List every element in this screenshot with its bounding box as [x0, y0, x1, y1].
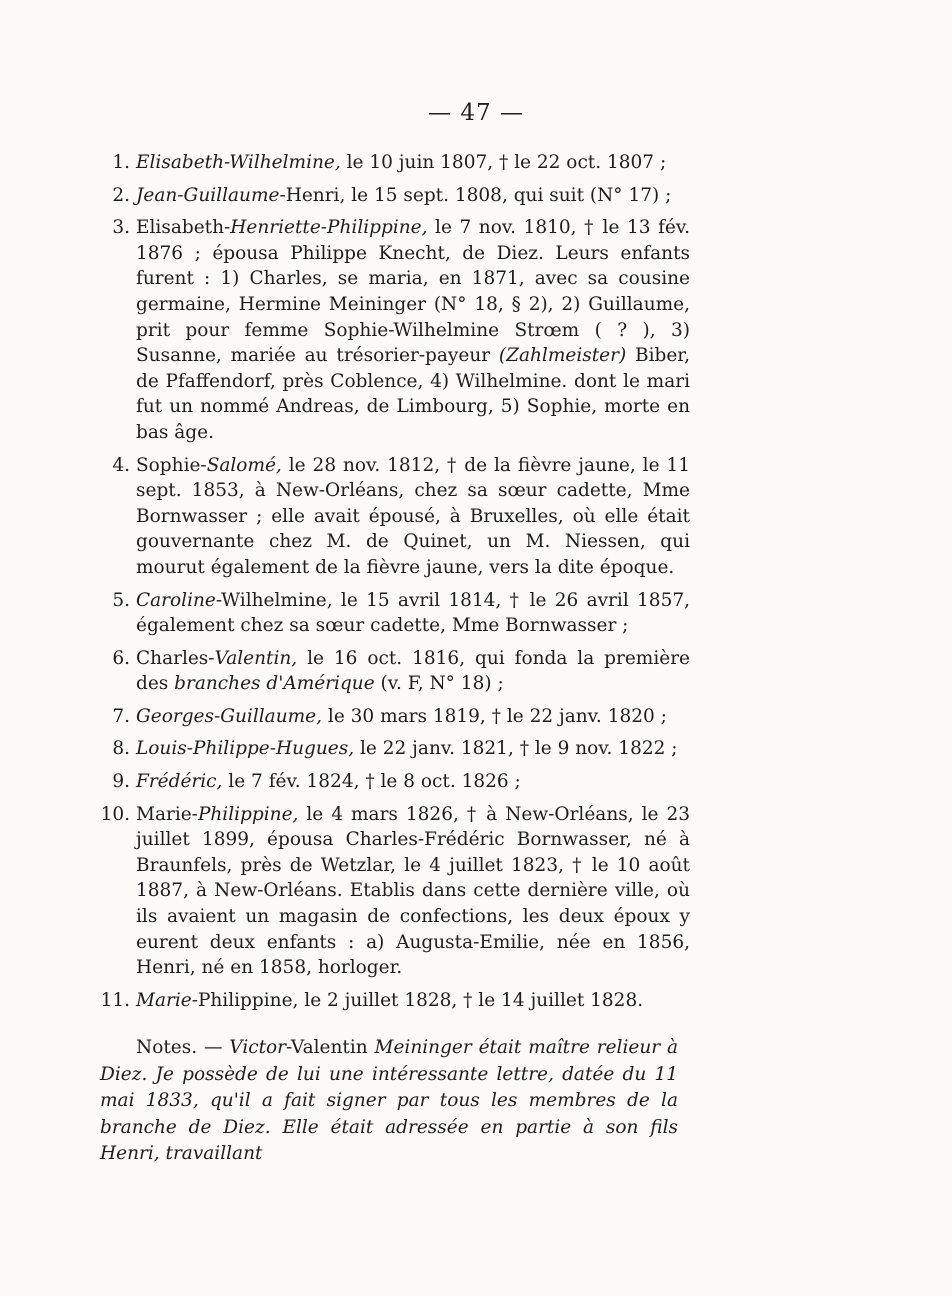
entry-number: 7. — [112, 705, 130, 727]
entry-number: 1. — [112, 152, 130, 173]
list-item — [90, 453, 690, 581]
list-item — [90, 150, 690, 176]
italic-text: Valentin, — [214, 647, 298, 669]
text-run: le 4 mars 1826, † à New-Orléans, le 23 juillet 1899, épousa Charles-Frédéric Bornwasser, né à Braunfels, près de Wetzlar, le 4 juillet 1823, † le 10 août 1887, à New-Orléans. Etablis dans cette dernière ville, où ils avaient un magasin de confections, les deux époux y eurent deux enfants : a) Augusta-Emilie, née en 1856, Henri, né en 1858, horloger. — [136, 803, 690, 979]
text-run: le 7 fév. 1824, † le 8 oct. 1826 ; — [222, 771, 521, 793]
list-item — [90, 215, 690, 445]
list-item — [90, 588, 690, 639]
entry-number: 5. — [112, 589, 130, 611]
entry-text — [136, 453, 690, 581]
italic-text: Jean-Guillaume — [136, 184, 280, 206]
list-item — [90, 769, 690, 795]
list-item — [90, 704, 690, 730]
list-item — [90, 802, 690, 981]
entry-text — [136, 769, 690, 795]
italic-text: Victor — [229, 1037, 287, 1058]
entry-text — [136, 646, 690, 697]
italic-text: Salomé, — [206, 454, 282, 476]
text-run: (v. F, N° 18) ; — [374, 673, 504, 695]
entry-text — [136, 150, 690, 176]
italic-text: branches d'Amérique — [174, 673, 375, 695]
page-number: — 47 — — [428, 100, 524, 126]
entry-text — [136, 988, 690, 1014]
entry-number: 6. — [112, 647, 130, 669]
text-run: le 22 janv. 1821, † le 9 nov. 1822 ; — [354, 738, 678, 760]
text-run: Marie- — [136, 803, 198, 825]
entry-number: 9. — [112, 771, 130, 793]
entry-number: 4. — [112, 454, 130, 476]
text-run: le 16 oct. 1816, qui fonda la première des — [136, 647, 690, 695]
genealogy-list — [90, 150, 690, 1020]
list-item — [90, 736, 690, 762]
italic-text: Philippine, — [197, 803, 299, 825]
italic-text: (Zahlmeister) — [498, 345, 627, 367]
text-run: Charles- — [136, 647, 215, 669]
notes-paragraph — [100, 1035, 678, 1168]
italic-text: Caroline — [136, 589, 216, 611]
italic-text: Elisabeth-Wilhelmine, — [136, 152, 341, 173]
text-run: Elisabeth- — [136, 217, 231, 239]
text-run: Notes. — — [136, 1037, 230, 1058]
italic-text: Frédéric, — [136, 771, 223, 793]
text-run: -Henri, le 15 sept. 1808, qui suit (N° 17) ; — [279, 184, 672, 206]
text-run: -Philippine, le 2 juillet 1828, † le 14 juillet 1828. — [191, 989, 644, 1011]
list-item — [90, 646, 690, 697]
entry-text — [136, 704, 690, 730]
italic-text: Louis-Philippe-Hugues, — [136, 738, 355, 760]
entry-text — [136, 588, 690, 639]
text-run: le 10 juin 1807, † le 22 oct. 1807 ; — [340, 152, 667, 173]
list-item — [90, 988, 690, 1014]
text-run: Sophie- — [136, 454, 207, 476]
text-run: le 28 nov. 1812, † de la fièvre jaune, le 11 sept. 1853, à New-Orléans, chez sa sœur cadette, Mme Bornwasser ; elle avait épousé, à Bruxelles, où elle était gouvernante chez M. de Quinet, un M. Niessen, qui mourut également de la fièvre jaune, vers la dite époque. — [136, 454, 690, 578]
entry-number: 10. — [100, 803, 130, 825]
entry-text — [136, 215, 690, 445]
entry-number: 8. — [112, 738, 130, 760]
entry-number: 11. — [100, 989, 130, 1011]
italic-text: Henriette-Philippine, — [230, 217, 428, 239]
text-run: le 7 nov. 1810, † le 13 fév. 1876 ; épousa Philippe Knecht, de Diez. Leurs enfants furent : 1) Charles, se maria, en 1871, avec sa cousine germaine, Hermine Meininger (N° 18, § 2), 2) Guillaume, prit pour femme Sophie-Wilhelmine Strœm ( ? ), 3) Susanne, mariée au trésorier-payeur — [136, 217, 690, 367]
entry-number: 2. — [112, 184, 130, 206]
italic-text: Marie — [136, 989, 192, 1011]
list-item — [90, 183, 690, 209]
italic-text: Georges-Guillaume, — [136, 705, 323, 727]
notes-text — [100, 1035, 678, 1168]
text-run: Biber, de Pfaffendorf, près Coblence, 4) Wilhelmine. dont le mari fut un nommé Andreas, de Limbourg, 5) Sophie, morte en bas âge. — [136, 345, 690, 443]
text-run: -Wilhelmine, le 15 avril 1814, † le 26 avril 1857, également chez sa sœur cadette, Mme Bornwasser ; — [136, 589, 690, 637]
text-run: -Valentin — [286, 1037, 375, 1058]
entry-number: 3. — [112, 217, 130, 239]
italic-text: Meininger était maître relieur à Diez. Je possède de lui une intéressante lettre, datée du 11 mai 1833, qu'il a fait signer par tous les membres de la branche de Diez. Elle était adressée en partie à son fils Henri, travaillant — [100, 1037, 678, 1164]
entry-text — [136, 183, 690, 209]
text-run: le 30 mars 1819, † le 22 janv. 1820 ; — [322, 705, 667, 727]
entry-text — [136, 802, 690, 981]
entry-text — [136, 736, 690, 762]
